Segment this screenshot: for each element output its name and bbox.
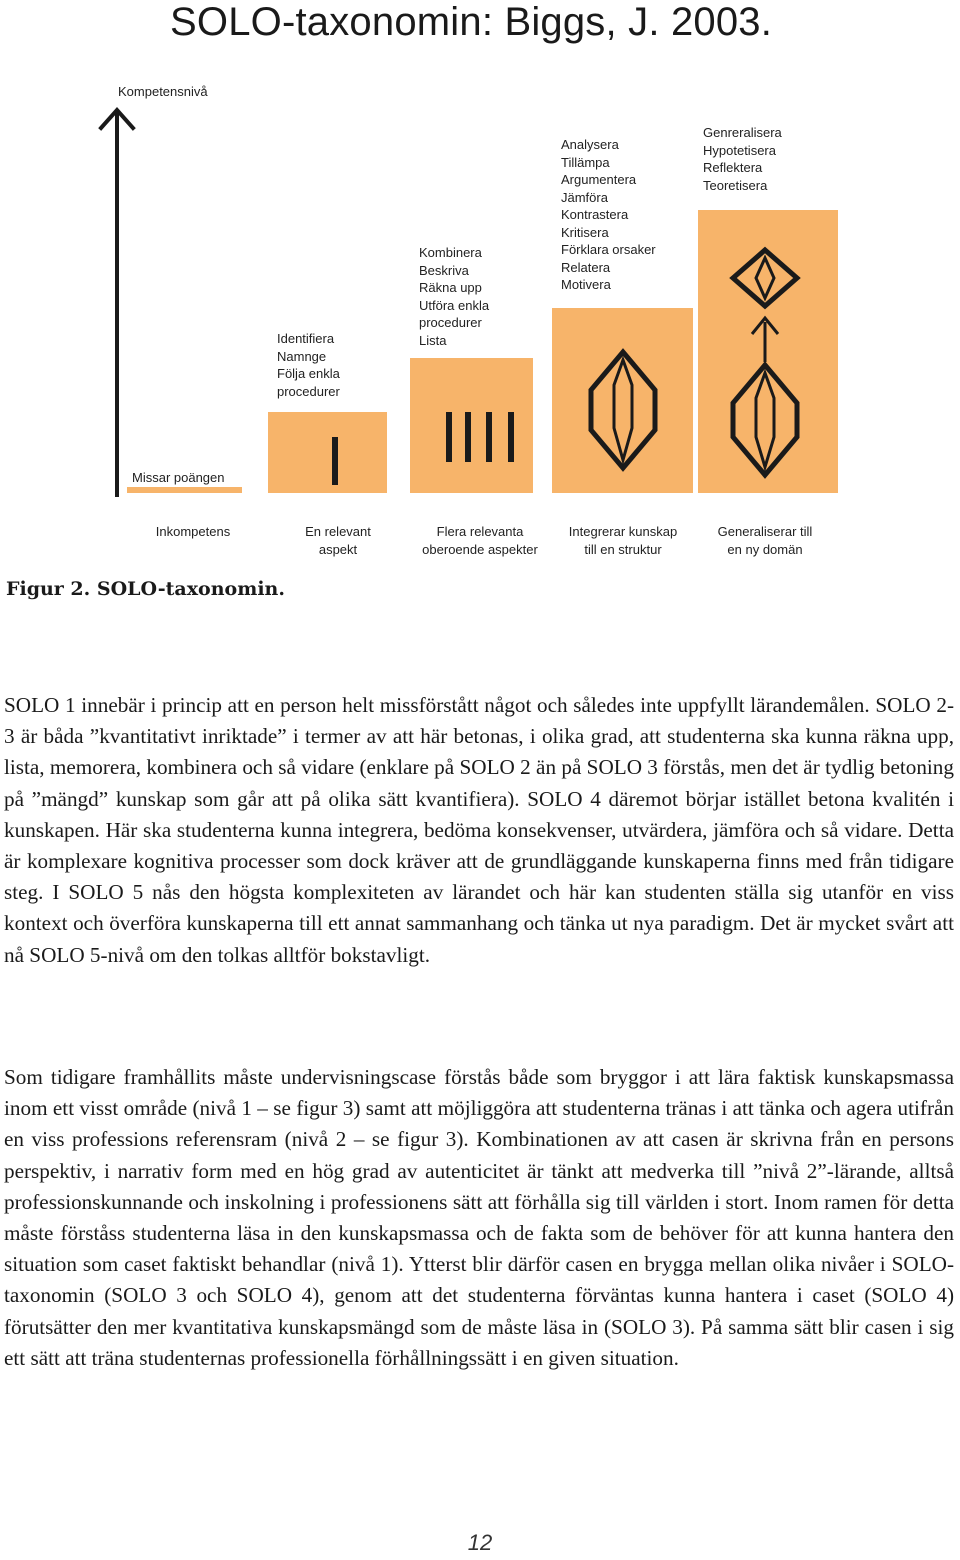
level-bar-3 — [410, 358, 533, 493]
paragraph-2: Som tidigare framhållits måste undervisningscase förstås både som bryggor i att lära faktisk kunskapsmassa inom ett visst område (nivå 1 – se figur 3) samt att möjliggöra att studenterna tränas i att tänka och agera utifrån en viss professions referensram (nivå 2 – se figur 3). Kombinationen av att casen är skrivna från en persons perspektiv, i narrativ form med en hög grad av autenticitet är tänkt att medverka till ”nivå 2”-lärande, alltså professionskunnande och inskolning i professionens sätt att förhålla sig till världen i stort. Inom ramen för detta måste förståss studenterna läsa in den kunskapsmassa och de fakta som de behöver för att kunna hantera den situation som caset faktiskt behandlar (nivå 1). Ytterst blir därför casen en brygga mellan olika nivåer i SOLO-taxonomin (SOLO 3 och SOLO 4), genom att det studenterna förväntas kunna hantera i caset (SOLO 4) förutsätter den mer kvantitativa kunskapsmängd som de måste läsa in (SOLO 3). På samma sätt blir casen i sig ett sätt att träna studenternas professionella förhållningssätt i en given situation. — [4, 1065, 954, 1370]
level-bar-2 — [268, 412, 387, 493]
category-label-3: Flera relevanta oberoende aspekter — [422, 524, 538, 557]
missing-label: Missar poängen — [132, 470, 225, 485]
category-label-1: Inkompetens — [155, 524, 231, 539]
level-2-verbs: Identifiera Namnge Följa enkla procedurer — [277, 331, 340, 399]
paragraph-1: SOLO 1 innebär i princip att en person helt missförstått något och således inte uppfyllt lärandemålen. SOLO 2-3 är båda ”kvantitativt inriktade” i termer av att här betonas, i olika grad, att studenterna ska kunna räkna upp, lista, memorera, kombinera och så vidare (enklare på SOLO 2 än på SOLO 3 förstås, men det är tydlig betoning på ”mängd” kunskap som går att på olika sätt kvantifiera). SOLO 4 däremot börjar istället betona kvalitén i kunskapen. Här ska studenterna kunna integrera, bedöma konsekvenser, utvärdera, jämföra och så vidare. Detta är komplexare kognitiva processer som dock kräver att de grundläggande kunskaperna finns med från tidigare steg. I SOLO 5 nås den högsta komplexiteten av lärandet och här kan studenten ställa sig utanför en viss kontext och överföra kunskaperna till ett annat sammanhang och tänka ut nya paradigm. Det är mycket svårt att nå SOLO 5-nivå om den tolkas alltför bokstavligt. — [4, 693, 954, 967]
category-label-4: Integrerar kunskap till en struktur — [568, 524, 678, 557]
category-label-5: Generaliserar till en ny domän — [717, 524, 813, 557]
page-number: 12 — [467, 1530, 493, 1555]
page-title: SOLO-taxonomin: Biggs, J. 2003. — [170, 0, 773, 44]
level-5-verbs: Genreralisera Hypotetisera Reflektera Teoretisera — [703, 125, 782, 193]
category-label-2: En relevant aspekt — [305, 524, 371, 557]
level-bar-1 — [127, 487, 242, 493]
level-3-verbs: Kombinera Beskriva Räkna upp Utföra enkla procedurer Lista — [419, 245, 490, 348]
one-aspect-icon — [332, 437, 338, 485]
figure-caption: Figur 2. SOLO-taxonomin. — [6, 578, 285, 600]
y-axis-arrow — [101, 110, 133, 495]
y-axis-label: Kompetensnivå — [118, 84, 208, 99]
level-4-verbs: Analysera Tillämpa Argumentera Jämföra Kontrastera Kritisera Förklara orsaker Relatera Motivera — [561, 137, 656, 292]
